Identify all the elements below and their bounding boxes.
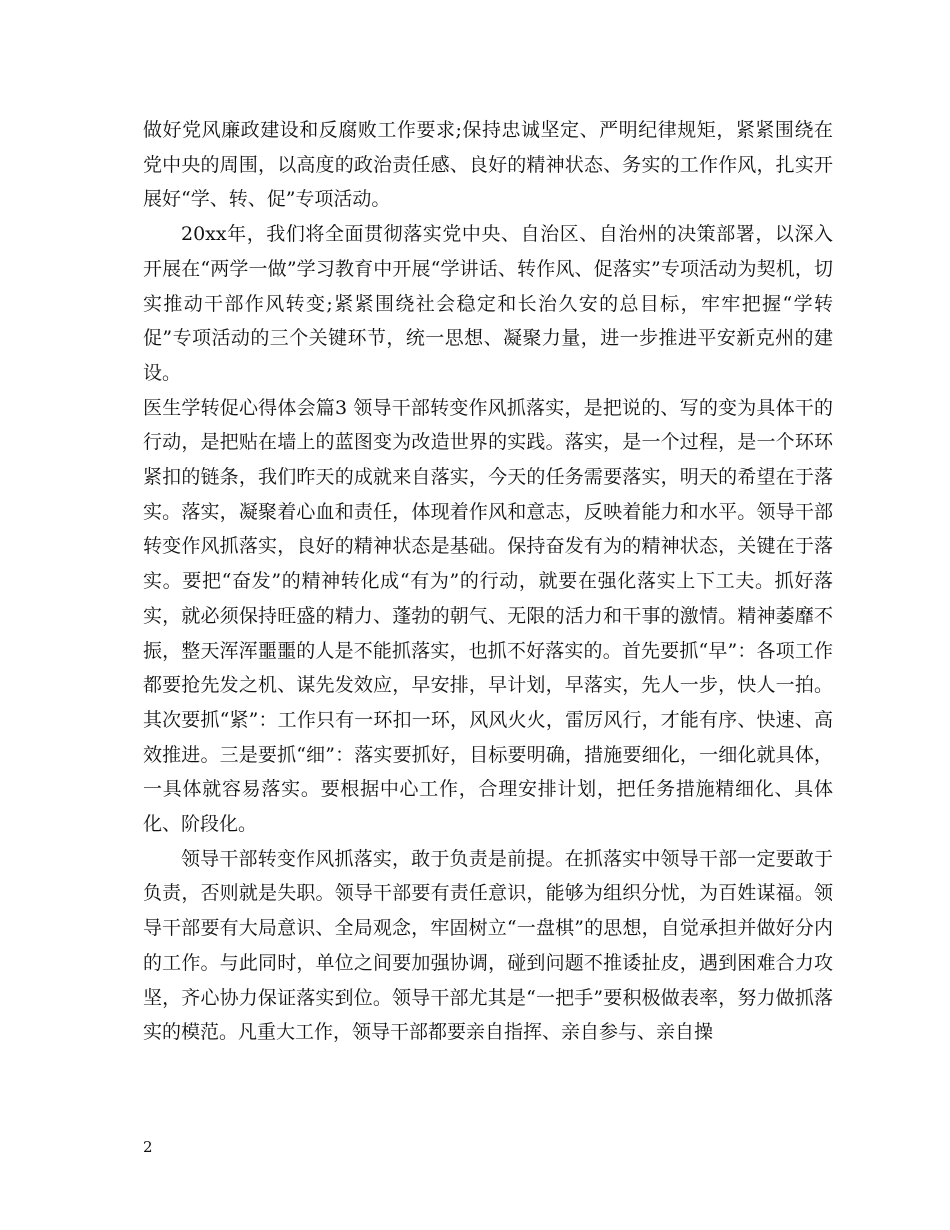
paragraph-1: 做好党风廉政建设和反腐败工作要求;保持忠诚坚定、严明纪律规矩，紧紧围绕在党中央的周围，以高度的政治责任感、良好的精神状态、务实的工作作风，扎实开展好“学、转、促”专项活动。 (143, 119, 833, 211)
page-number: 2 (143, 1138, 153, 1156)
paragraph-4: 领导干部转变作风抓落实，敢于负责是前提。在抓落实中领导干部一定要敢于负责，否则就是失职。领导干部要有责任意识，能够为组织分忧，为百姓谋福。领导干部要有大局意识、全局观念，牢固树立“一盘棋”的思想，自觉承担并做好分内的工作。与此同时，单位之间要加强协调，碰到问题不推诿扯皮，遇到困难合力攻坚，齐心协力保证落实到位。领导干部尤其是“一把手”要积极做表率，努力做抓落实的模范。凡重大工作，领导干部都要亲自指挥、亲自参与、亲自操 (143, 847, 833, 1044)
paragraph-2: 20xx年，我们将全面贯彻落实党中央、自治区、自治州的决策部署，以深入开展在“两学一做”学习教育中开展“学讲话、转作风、促落实”专项活动为契机，切实推动干部作风转变;紧紧围绕社会稳定和长治久安的总目标，牢牢把握“学转促”专项活动的三个关键环节，统一思想、凝聚力量，进一步推进平安新克州的建设。 (143, 223, 833, 384)
paragraph-3-text: 领导干部转变作风抓落实，是把说的、写的变为具体干的行动，是把贴在墙上的蓝图变为改造世界的实践。落实，是一个过程，是一个环环紧扣的链条，我们昨天的成就来自落实，今天的任务需要落实，明天的希望在于落实。落实，凝聚着心血和责任，体现着作风和意志，反映着能力和水平。领导干部转变作风抓落实，良好的精神状态是基础。保持奋发有为的精神状态，关键在于落实。要把“奋发”的精神转化成“有为”的行动，就要在强化落实上下工夫。抓好落实，就必须保持旺盛的精力、蓬勃的朝气、无限的活力和干事的激情。精神萎靡不振，整天浑浑噩噩的人是不能抓落实，也抓不好落实的。首先要抓“早”：各项工作都要抢先发之机、谋先发效应，早安排，早计划，早落实，先人一步，快人一拍。其次要抓“紧”：工作只有一环扣一环，风风火火，雷厉风行，才能有序、快速、高效推进。三是要抓“细”：落实要抓好，目标要明确，措施要细化，一细化就具体，一具体就容易落实。要根据中心工作，合理安排计划，把任务措施精细化、具体化、阶段化。 (143, 396, 833, 836)
paragraph-3 (143, 391, 833, 842)
section-title: 医生学转促心得体会篇3 (143, 396, 348, 419)
document-body (143, 113, 833, 1050)
